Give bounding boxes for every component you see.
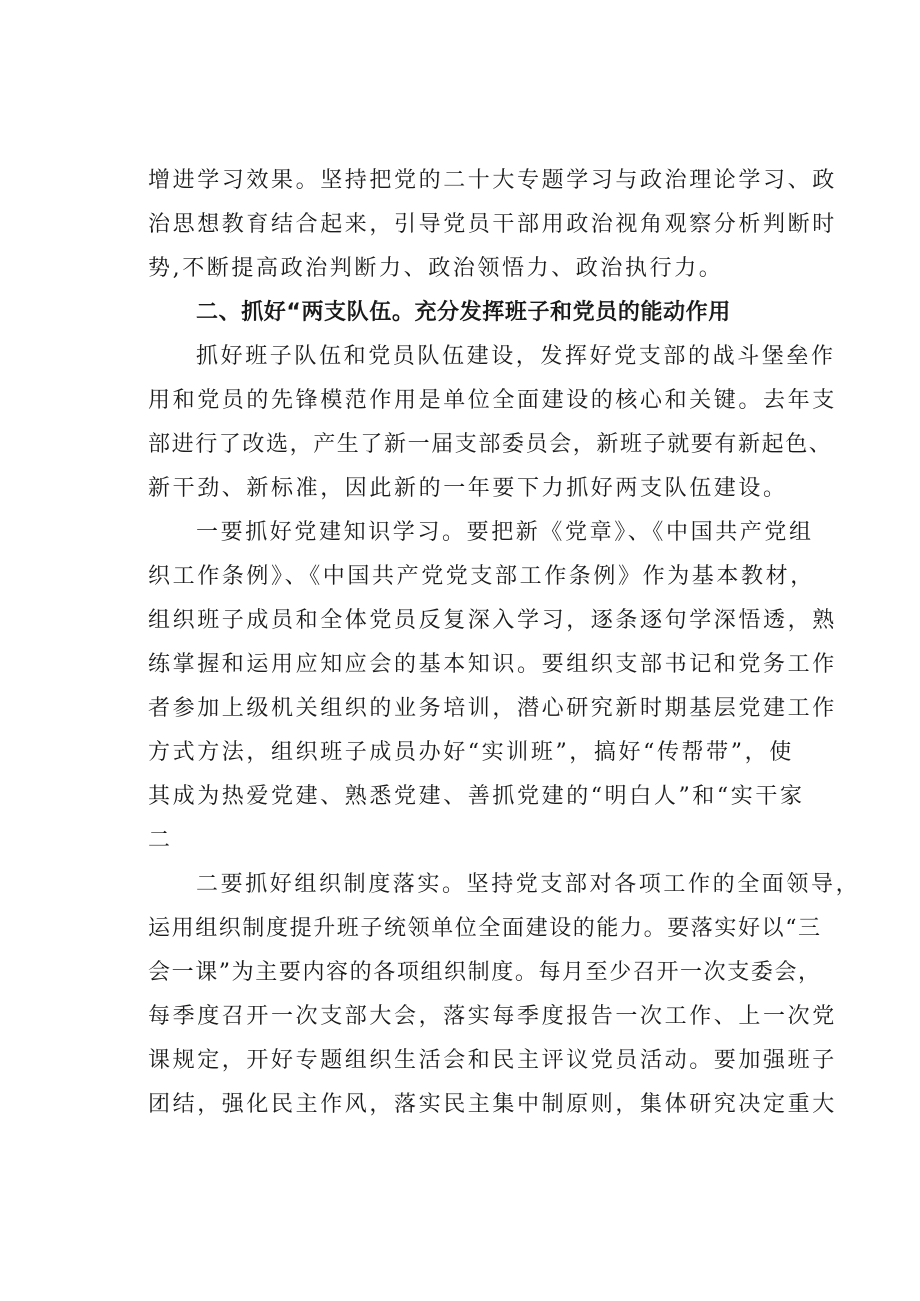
- text-line: 新干劲、新标准，因此新的一年要下力抓好两支队伍建设。: [148, 476, 788, 501]
- text-line: 练掌握和运用应知应会的基本知识。要组织支部书记和党务工作: [148, 652, 837, 677]
- text-line: 运用组织制度提升班子统领单位全面建设的能力。要落实好以“三: [148, 916, 822, 941]
- text-line: 增进学习效果。坚持把党的二十大专题学习与政治理论学习、政: [148, 168, 837, 193]
- text-line: 课规定，开好专题组织生活会和民主评议党员活动。要加强班子: [148, 1048, 837, 1073]
- text-line: 抓好班子队伍和党员队伍建设，发挥好党支部的战斗堡垒作: [196, 344, 836, 369]
- text-line: 方式方法，组织班子成员办好“实训班”，搞好“传帮带”，使: [148, 740, 794, 765]
- text-line: 用和党员的先锋模范作用是单位全面建设的核心和关键。去年支: [148, 388, 837, 413]
- text-line: 织工作条例》、《中国共产党党支部工作条例》作为基本教材，: [148, 564, 815, 589]
- text-line: 一要抓好党建知识学习。要把新《党章》、《中国共产党组: [196, 520, 814, 545]
- section-heading: 二、抓好“两支队伍。充分发挥班子和党员的能动作用: [196, 300, 731, 325]
- text-line: 二要抓好组织制度落实。坚持党支部对各项工作的全面领导，: [196, 872, 861, 897]
- text-line: 治思想教育结合起来，引导党员干部用政治视角观察分析判断时: [148, 212, 837, 237]
- text-line: 组织班子成员和全体党员反复深入学习，逐条逐句学深悟透，熟: [148, 608, 837, 633]
- text-line: 会一课”为主要内容的各项组织制度。每月至少召开一次支委会，: [148, 960, 822, 985]
- text-line: 每季度召开一次支部大会，落实每季度报告一次工作、上一次党: [148, 1004, 837, 1029]
- text-line: 势,不断提高政治判断力、政治领悟力、政治执行力。: [148, 256, 724, 281]
- text-line: 二: [148, 828, 173, 853]
- text-line: 其成为热爱党建、熟悉党建、善抓党建的“明白人”和“实干家: [148, 784, 805, 809]
- text-line: 部进行了改选，产生了新一届支部委员会，新班子就要有新起色、: [148, 432, 833, 457]
- text-line: 团结，强化民主作风，落实民主集中制原则，集体研究决定重大: [148, 1092, 837, 1117]
- text-line: 者参加上级机关组织的业务培训，潜心研究新时期基层党建工作: [148, 696, 837, 721]
